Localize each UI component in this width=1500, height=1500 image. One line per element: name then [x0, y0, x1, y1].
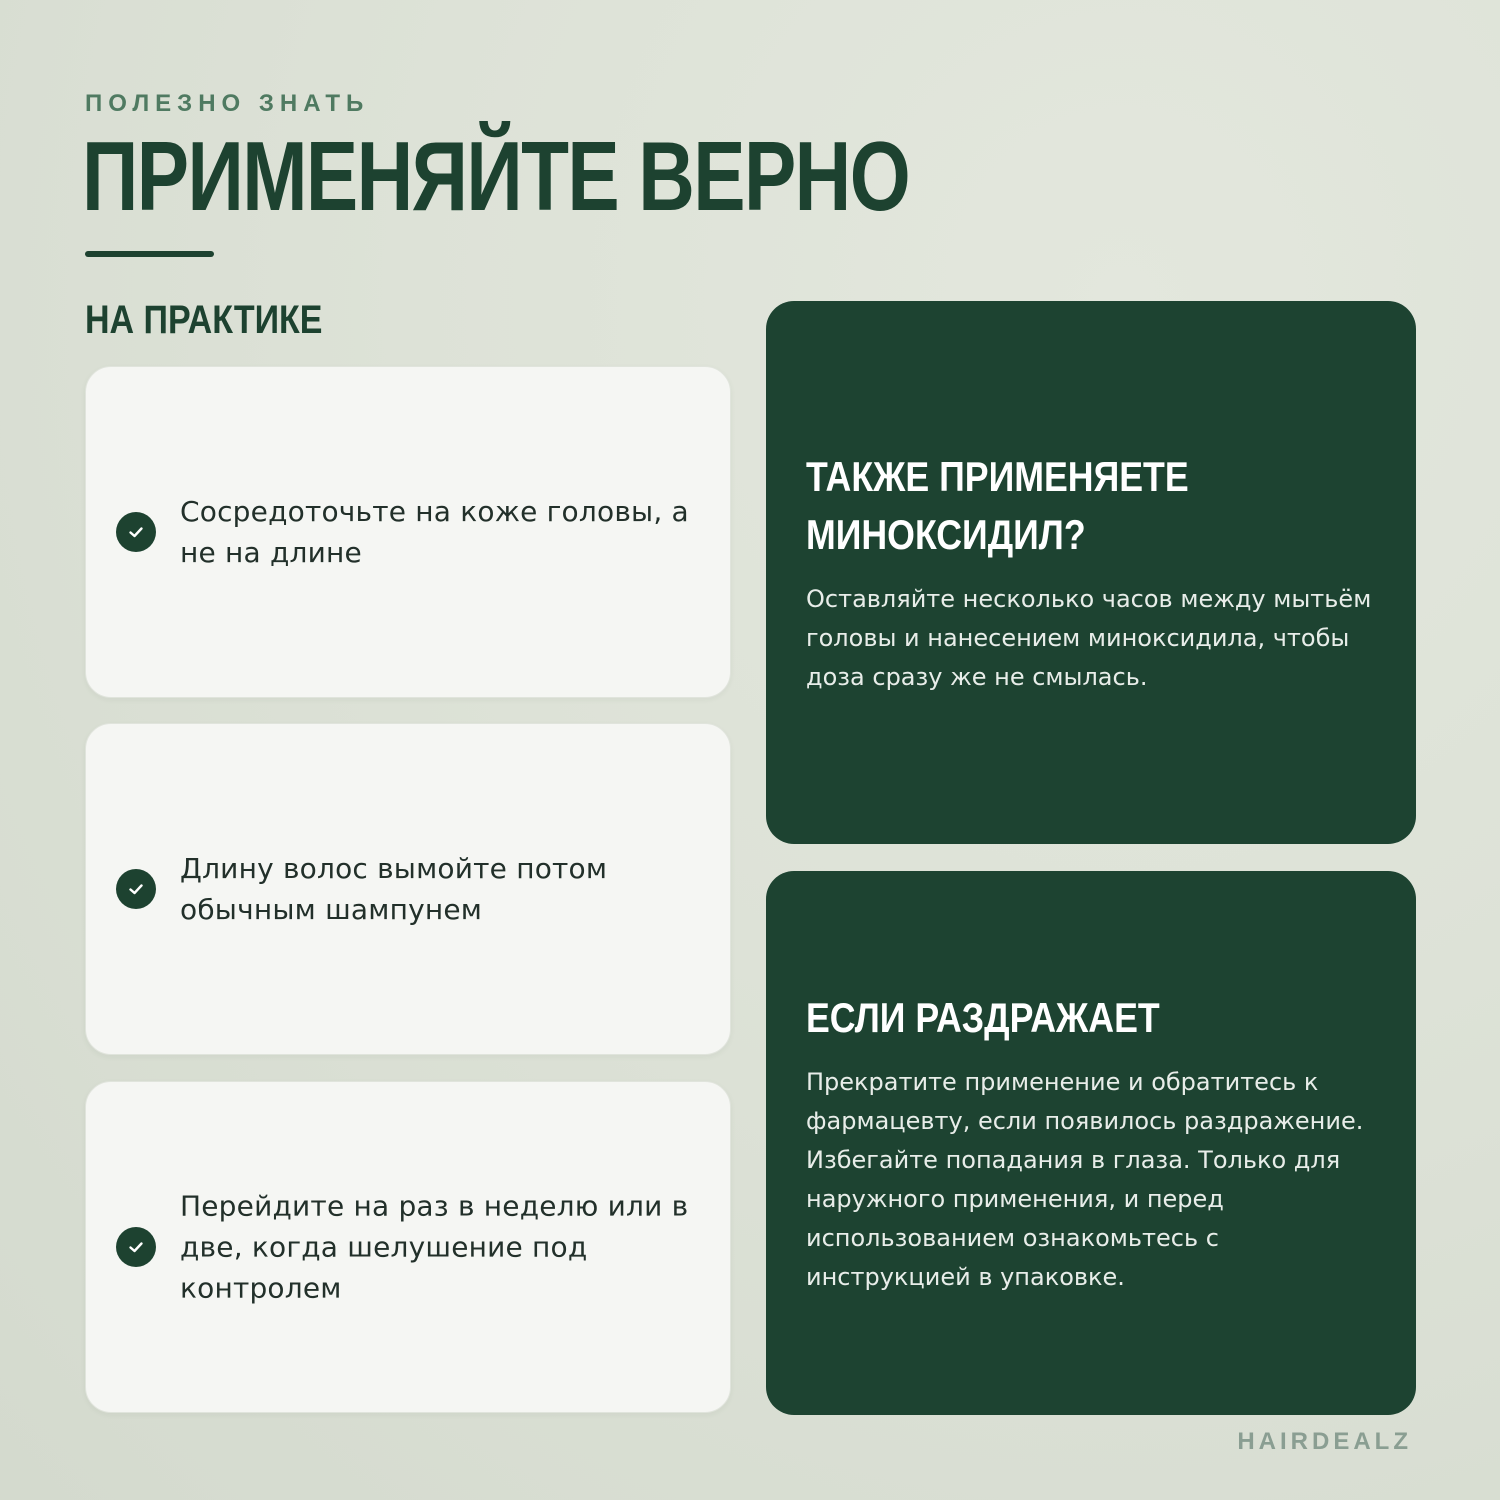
tip-text: Длину волос вымойте потом обычным шампунем [180, 852, 608, 926]
title-underline [85, 251, 214, 257]
info-card-title: ЕСЛИ РАЗДРАЖАЕТ [806, 994, 1160, 1041]
info-card-body: Оставляйте несколько часов между мытьём головы и нанесением миноксидила, чтобы доза сразу же не смылась. [806, 585, 1372, 691]
info-card-irritation [766, 871, 1416, 1415]
check-circle-icon [116, 869, 156, 909]
check-circle-icon [116, 512, 156, 552]
eyebrow-label: ПОЛЕЗНО ЗНАТЬ [85, 90, 370, 117]
tip-text: Перейдите на раз в неделю или в две, когда шелушение под контролем [180, 1189, 689, 1305]
tip-card [85, 366, 731, 698]
section-label-practice: НА ПРАКТИКЕ [85, 298, 323, 342]
info-card-body: Прекратите применение и обратитесь к фармацевту, если появилось раздражение. Избегайте попадания в глаза. Только для наружного применения, и перед использованием ознакомьтесь с инструкцией в упаковке. [806, 1068, 1364, 1291]
tip-card [85, 723, 731, 1055]
brand-logo: HAIRDEALZ [1237, 1428, 1412, 1455]
page-title: ПРИМЕНЯЙТЕ ВЕРНО [82, 121, 910, 231]
tip-text: Сосредоточьте на коже головы, а не на длине [180, 495, 689, 569]
tip-card [85, 1081, 731, 1413]
info-card-minoxidil [766, 301, 1416, 844]
info-card-title: ТАКЖЕ ПРИМЕНЯЕТЕ МИНОКСИДИЛ? [806, 453, 1189, 558]
check-circle-icon [116, 1227, 156, 1267]
